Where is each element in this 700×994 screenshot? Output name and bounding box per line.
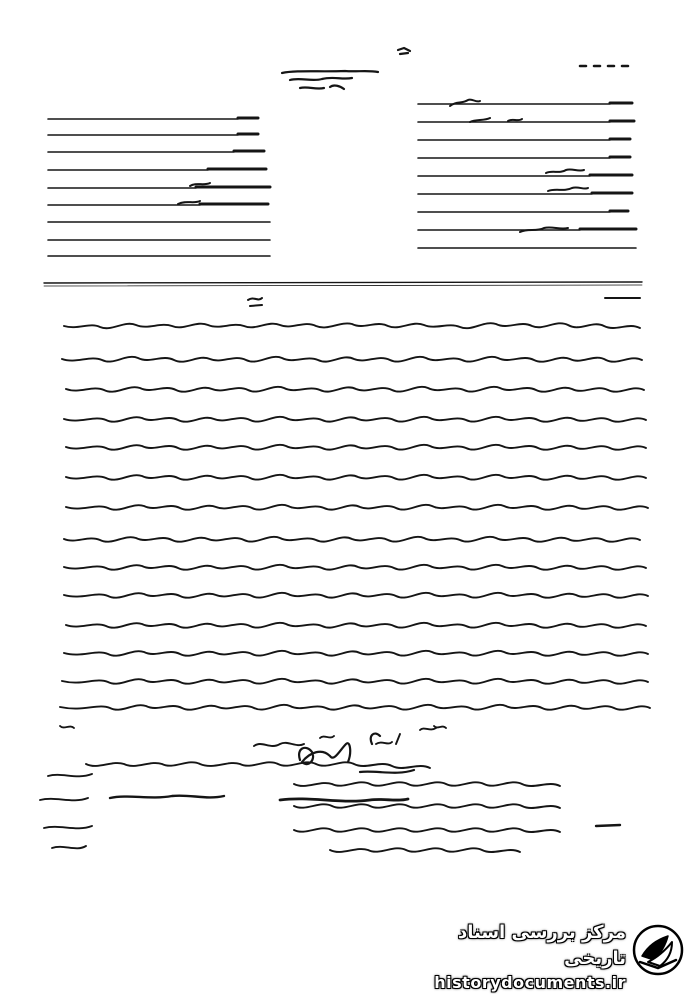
archive-watermark [390, 920, 690, 992]
watermark-url: historydocuments.ir [434, 973, 626, 992]
header-stamp [282, 48, 628, 89]
form-left-column [48, 118, 270, 256]
form-divider [44, 282, 642, 306]
book-emblem-icon [632, 924, 684, 976]
handwritten-body [40, 323, 650, 852]
watermark-title: مرکز بررسی اسناد تاریخی [458, 922, 626, 969]
watermark-text [390, 920, 626, 994]
form-right-column [418, 103, 636, 248]
